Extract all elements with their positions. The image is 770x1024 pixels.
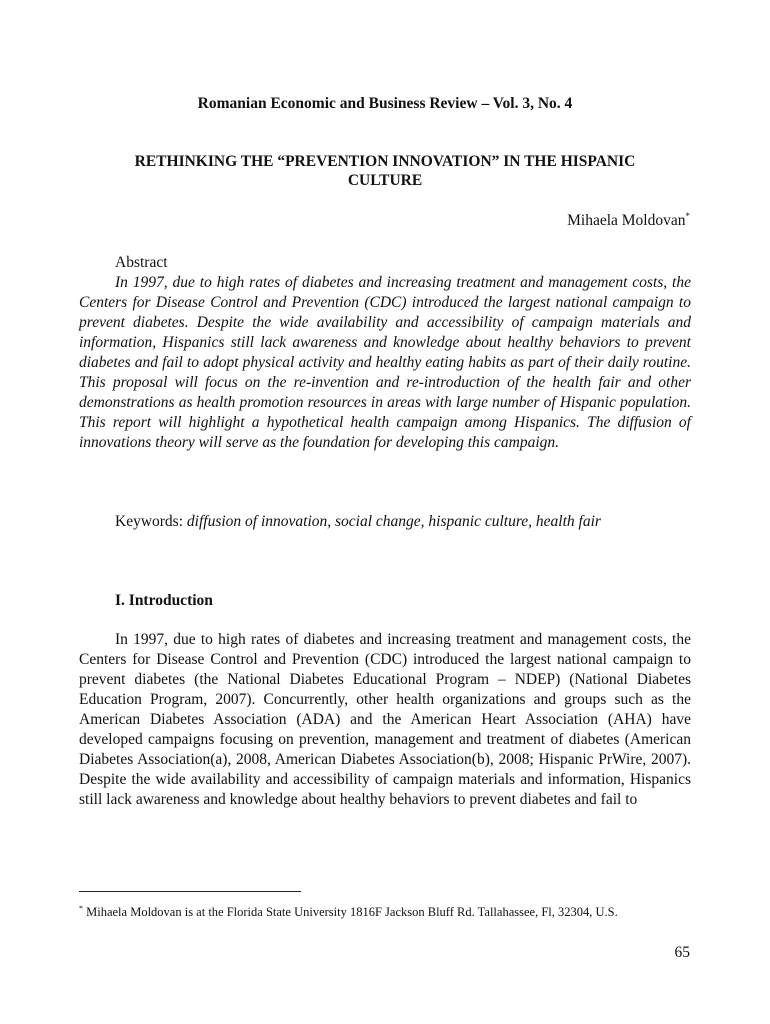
page-number: 65 bbox=[674, 944, 690, 961]
author-name: Mihaela Moldovan bbox=[567, 212, 686, 230]
footnote-text: Mihaela Moldovan is at the Florida State University 1816F Jackson Bluff Rd. Tallahassee, Fl, 32304, U.S. bbox=[86, 905, 618, 920]
keywords-terms: diffusion of innovation, social change, hispanic culture, health fair bbox=[186, 513, 601, 530]
abstract-heading: Abstract bbox=[115, 254, 168, 271]
introduction-text: In 1997, due to high rates of diabetes and increasing treatment and management costs, the Centers for Disease Control and Prevention (CDC) introduced the largest national campaign to prevent diabetes (the National Diabetes Educational Program – NDEP) (National Diabetes Education Program, 2007). Concurrently, other health organizations and groups such as the American Diabetes Association (ADA) and the American Heart Association (AHA) have developed campaigns focusing on prevention, management and treatment of diabetes (American Diabetes Association(a), 2008, American Diabetes Association(b), 2008; Hispanic PrWire, 2007). Despite the wide availability and accessibility of campaign materials and information, Hispanics still lack awareness and knowledge about healthy behaviors to prevent diabetes and fail to bbox=[79, 631, 691, 808]
journal-header: Romanian Economic and Business Review – Vol. 3, No. 4 bbox=[197, 95, 573, 112]
keywords-label: Keywords: bbox=[115, 513, 184, 530]
footnote bbox=[79, 900, 691, 921]
keywords bbox=[79, 512, 691, 532]
footnote-divider bbox=[79, 891, 301, 892]
section-heading: I. Introduction bbox=[115, 592, 213, 609]
author-footnote-mark[interactable]: * bbox=[685, 211, 690, 221]
footnote-mark: * bbox=[79, 904, 83, 913]
author-line bbox=[567, 211, 690, 230]
abstract-text: In 1997, due to high rates of diabetes and increasing treatment and management costs, the Centers for Disease Control and Prevention (CDC) introduced the largest national campaign to prevent diabetes. Despite the wide availability and accessibility of campaign materials and information, Hispanics still lack awareness and knowledge about healthy behaviors to prevent diabetes and fail to adopt physical activity and healthy eating habits as part of their daily routine. This proposal will focus on the re-invention and re-introduction of the health fair and other demonstrations as health promotion resources in areas with large number of Hispanic population. This report will highlight a hypothetical health campaign among Hispanics. The diffusion of innovations theory will serve as the foundation for developing this campaign. bbox=[79, 274, 691, 451]
paper-title: RETHINKING THE “PREVENTION INNOVATION” IN THE HISPANIC CULTURE bbox=[134, 153, 636, 189]
